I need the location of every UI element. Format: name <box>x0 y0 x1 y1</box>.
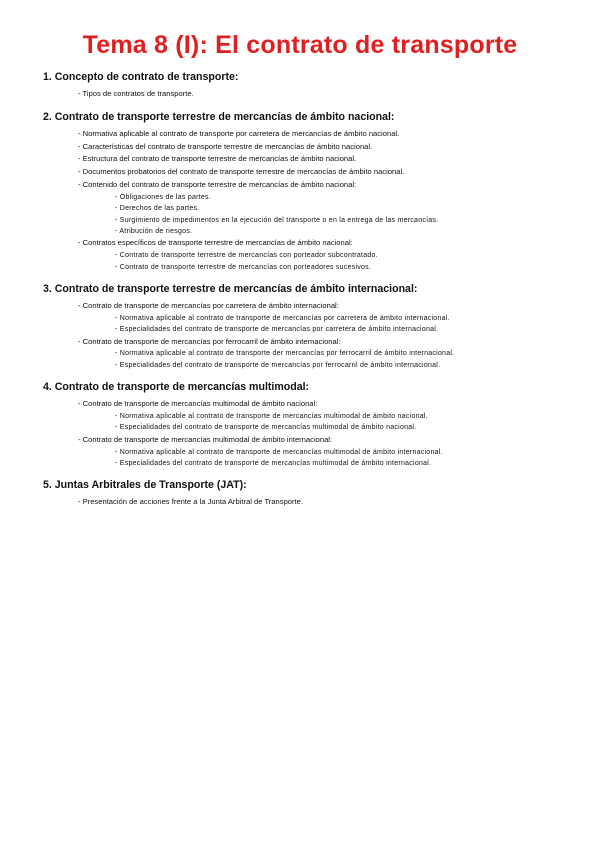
subtopic-text: - Contrato de transporte terrestre de mercancías con porteadores sucesivos. <box>115 264 371 271</box>
section-heading: 2. Contrato de transporte terrestre de mercancías de ámbito nacional: <box>43 110 395 123</box>
topic-list <box>0 398 600 469</box>
topic-item <box>78 141 600 154</box>
topic-item <box>78 153 600 166</box>
topic-text: - Presentación de acciones frente a la Junta Arbitral de Transporte. <box>78 497 303 506</box>
topic-item <box>78 300 600 336</box>
topic-text: - Contenido del contrato de transporte terrestre de mercancías de ámbito nacional: <box>78 180 356 189</box>
section-heading: 4. Contrato de transporte de mercancías multimodal: <box>43 381 310 394</box>
subtopic-text: - Especialidades del contrato de transporte de mercancías multimodal de ámbito internacional. <box>115 460 431 467</box>
topic-text: - Tipos de contratos de transporte. <box>78 89 194 98</box>
topic-text: - Contrato de transporte de mercancías por carretera de ámbito internacional: <box>78 301 339 310</box>
topic-text: - Características del contrato de transporte terrestre de mercancías de ámbito nacional. <box>78 142 372 151</box>
section-heading: 3. Contrato de transporte terrestre de mercancías de ámbito internacional: <box>43 283 418 296</box>
subtopic-text: - Especialidades del contrato de transporte de mercancías por carretera de ámbito internacional. <box>115 326 438 333</box>
subtopic-text: - Especialidades del contrato de transporte de mercancías multimodal de ámbito nacional. <box>115 424 416 431</box>
subtopic-list <box>78 250 600 273</box>
topic-text: - Contrato de transporte de mercancías multimodal de ámbito internacional: <box>78 435 332 444</box>
page-title: Tema 8 (I): El contrato de transporte <box>82 31 518 59</box>
subtopic-item <box>115 262 600 273</box>
subtopic-list <box>78 348 600 371</box>
section-1 <box>0 70 600 101</box>
topic-item <box>78 166 600 179</box>
topic-text: - Contrato de transporte de mercancías por ferrocarril de ámbito internacional: <box>78 337 341 346</box>
subtopic-text: - Surgimiento de impedimentos en la ejecución del transporte o en la entrega de las mercancías. <box>115 217 438 224</box>
section-heading: 5. Juntas Arbitrales de Transporte (JAT): <box>43 479 247 492</box>
subtopic-list <box>78 447 600 470</box>
subtopic-item <box>115 348 600 359</box>
subtopic-text: - Contrato de transporte terrestre de mercancías con porteador subcontratado. <box>115 252 378 259</box>
topic-item <box>78 434 600 470</box>
topic-item <box>78 237 600 273</box>
topic-list <box>0 88 600 101</box>
sections-container <box>0 70 600 509</box>
subtopic-text: - Normativa aplicable al contrato de transporte de mercancías por carretera de ámbito internacional. <box>115 315 450 322</box>
subtopic-item <box>115 313 600 324</box>
topic-list <box>0 128 600 273</box>
section-5 <box>0 478 600 509</box>
subtopic-list <box>78 313 600 336</box>
topic-item <box>78 336 600 372</box>
subtopic-item <box>115 458 600 469</box>
topic-text: - Estructura del contrato de transporte terrestre de mercancías de ámbito nacional. <box>78 154 356 163</box>
subtopic-item <box>115 422 600 433</box>
subtopic-item <box>115 324 600 335</box>
subtopic-text: - Normativa aplicable al contrato de transporte de mercancías multimodal de ámbito internacional. <box>115 449 443 456</box>
topic-item <box>78 128 600 141</box>
subtopic-item <box>115 203 600 214</box>
topic-text: - Contrato de transporte de mercancías multimodal de ámbito nacional: <box>78 399 317 408</box>
topic-item <box>78 88 600 101</box>
subtopic-item <box>115 250 600 261</box>
subtopic-text: - Normativa aplicable al contrato de transporte de mercancías multimodal de ámbito nacional. <box>115 413 428 420</box>
topic-text: - Contratos específicos de transporte terrestre de mercancías de ámbito nacional: <box>78 238 353 247</box>
subtopic-item <box>115 192 600 203</box>
subtopic-text: - Atribución de riesgos. <box>115 228 192 235</box>
subtopic-list <box>78 192 600 238</box>
section-4 <box>0 380 600 469</box>
subtopic-item <box>115 360 600 371</box>
topic-item <box>78 398 600 434</box>
subtopic-item <box>115 215 600 226</box>
subtopic-text: - Especialidades del contrato de transporte de mercancías por ferrocarril de ámbito internacional. <box>115 362 440 369</box>
subtopic-item <box>115 411 600 422</box>
section-3 <box>0 282 600 371</box>
subtopic-text: - Derechos de las partes. <box>115 205 199 212</box>
topic-item <box>78 179 600 237</box>
section-2 <box>0 110 600 273</box>
subtopic-text: - Normativa aplicable al contrato de transporte der mercancías por ferrocarril de ámbito internacional. <box>115 350 454 357</box>
subtopic-item <box>115 226 600 237</box>
subtopic-text: - Obligaciones de las partes. <box>115 194 211 201</box>
subtopic-item <box>115 447 600 458</box>
section-heading: 1. Concepto de contrato de transporte: <box>43 71 239 83</box>
topic-list <box>0 496 600 509</box>
topic-list <box>0 300 600 371</box>
topic-item <box>78 496 600 509</box>
topic-text: - Documentos probatorios del contrato de transporte terrestre de mercancías de ámbito nacional. <box>78 167 404 176</box>
topic-text: - Normativa aplicable al contrato de transporte por carretera de mercancías de ámbito nacional. <box>78 129 399 138</box>
subtopic-list <box>78 411 600 434</box>
